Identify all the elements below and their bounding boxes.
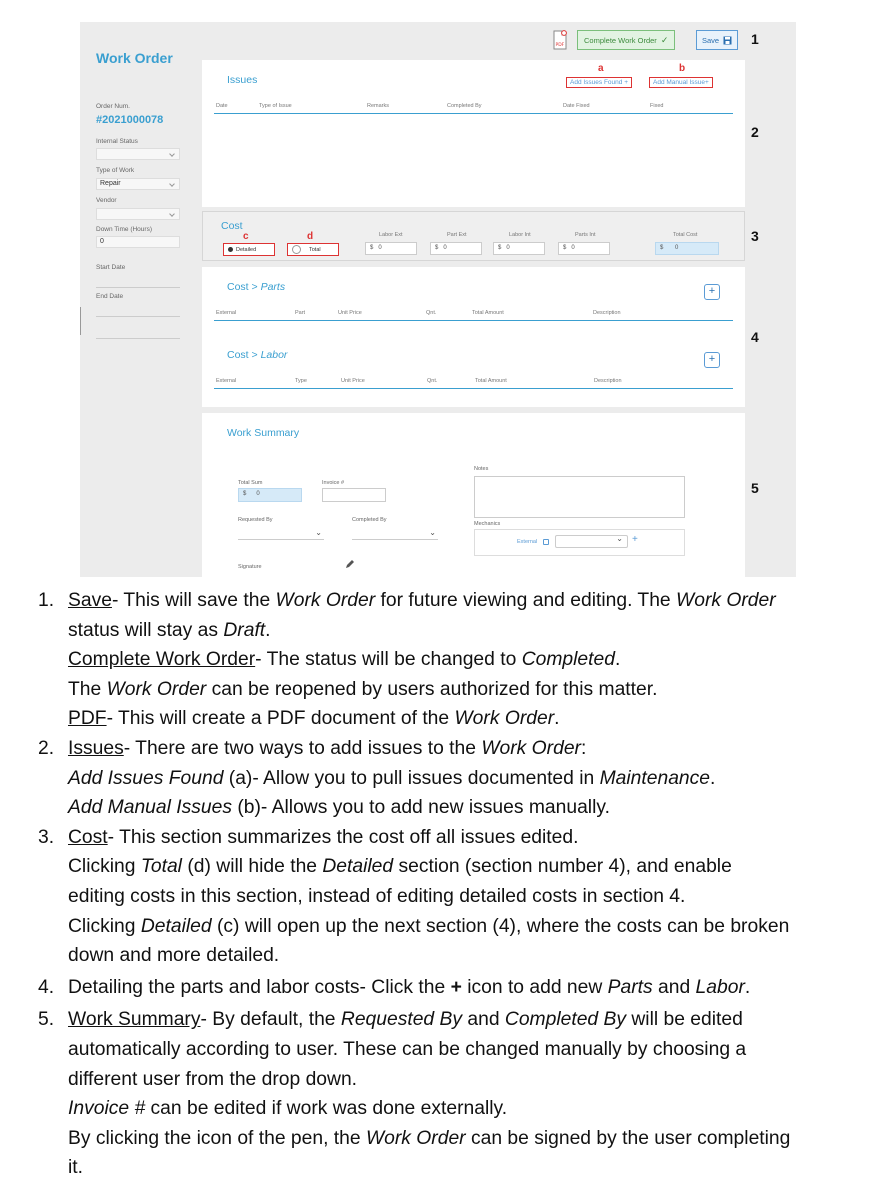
text-run: Add Manual Issues — [68, 797, 232, 819]
total-label: Total — [309, 246, 321, 253]
text-run: Work Order — [454, 708, 555, 730]
completed-by-label: Completed By — [352, 517, 387, 523]
completed-by-select[interactable] — [352, 530, 438, 540]
text-run: - The status will be changed to — [255, 649, 522, 671]
text-run: Requested By — [340, 1009, 463, 1031]
text-run: (b)- Allows you to add new issues manually. — [232, 797, 610, 819]
text-run: icon to add new — [461, 976, 608, 998]
text-run: . — [744, 976, 751, 998]
text-line — [68, 764, 878, 794]
save-button[interactable] — [696, 30, 738, 50]
list-item — [38, 1005, 878, 1183]
parts-col-header: Part — [295, 310, 306, 316]
issues-col-header: Date Fixed — [563, 103, 590, 109]
list-number: 2. — [38, 737, 55, 759]
total-cost-input[interactable] — [655, 242, 719, 255]
labor-ext-label: Labor Ext — [379, 232, 403, 238]
total-sum-label: Total Sum — [238, 480, 263, 486]
plus-icon: + — [705, 79, 709, 86]
detailed-radio[interactable] — [223, 243, 275, 256]
divider — [214, 320, 733, 321]
text-run: can be edited if work was done externally. — [145, 1098, 508, 1120]
text-line — [68, 1065, 878, 1095]
divider — [80, 307, 81, 335]
type-of-work-select[interactable]: Repair — [96, 178, 180, 190]
list-item — [38, 586, 878, 734]
text-run: + — [450, 976, 462, 998]
text-run: Work Order — [481, 737, 581, 759]
add-issues-found-label: Add Issues Found — [570, 79, 623, 86]
text-run: - By default, the — [200, 1009, 341, 1031]
text-run: and — [652, 976, 696, 998]
currency-symbol: $ — [660, 245, 664, 251]
labor-col-header: Qnt. — [427, 378, 438, 384]
text-run: automatically according to user. These can be changed manually by choosing a — [68, 1038, 747, 1060]
parts-int-value: 0 — [571, 245, 575, 251]
text-run: (c) will open up the next section (4), where the costs can be broken — [211, 915, 790, 937]
text-run: - There are two ways to add issues to the — [123, 737, 482, 759]
external-checkbox[interactable] — [543, 539, 549, 545]
part-ext-label: Part Ext — [447, 232, 467, 238]
total-sum-input — [238, 488, 302, 502]
requested-by-select[interactable] — [238, 530, 324, 540]
callout-number: 2 — [751, 124, 759, 140]
parts-col-header: External — [216, 310, 237, 316]
text-run: . — [710, 767, 716, 789]
parts-int-input[interactable] — [558, 242, 610, 255]
text-run: can be reopened by users authorized for this matter. — [206, 678, 658, 700]
text-line — [68, 734, 878, 764]
text-run: Parts — [607, 976, 653, 998]
text-run: Detailing the parts and labor costs- Click the — [68, 976, 451, 998]
labor-ext-input[interactable] — [365, 242, 417, 255]
list-number: 5. — [38, 1009, 55, 1031]
mechanic-select[interactable] — [555, 535, 628, 548]
parts-col-header: Unit Price — [338, 310, 362, 316]
text-run: . — [614, 649, 621, 671]
issues-col-header: Fixed — [650, 103, 664, 109]
text-run: editing costs in this section, instead of editing detailed costs in section 4. — [68, 885, 686, 907]
callout-number: 3 — [751, 228, 759, 244]
labor-int-value: 0 — [506, 245, 510, 251]
notes-textarea[interactable] — [474, 476, 685, 518]
vendor-select[interactable] — [96, 208, 180, 220]
text-run: Work Order — [676, 590, 776, 611]
complete-work-order-button[interactable] — [577, 30, 675, 50]
total-radio[interactable] — [287, 243, 339, 256]
invoice-label: Invoice # — [322, 480, 345, 486]
text-run: Cost — [68, 826, 108, 848]
labor-ext-value: 0 — [378, 245, 382, 251]
labor-col-header: External — [216, 378, 237, 384]
work-order-screenshot — [80, 22, 796, 577]
external-label: External — [517, 539, 538, 545]
mechanics-box — [474, 529, 685, 556]
end-date-input[interactable] — [96, 316, 180, 317]
total-cost-label: Total Cost — [673, 232, 698, 238]
chevron-down-icon: ⌄ — [315, 528, 322, 537]
add-manual-issue-button[interactable] — [649, 77, 713, 88]
text-line — [68, 852, 878, 882]
work-summary-section — [202, 413, 745, 577]
text-run: . — [554, 708, 560, 730]
text-run: Work Summary — [68, 1009, 201, 1031]
cost-detail-section — [202, 267, 745, 407]
currency-symbol: $ — [563, 245, 567, 251]
list-item — [38, 734, 878, 823]
parts-int-label: Parts Int — [575, 232, 596, 238]
list-number: 4. — [38, 976, 55, 998]
issues-col-header: Type of Issue — [259, 103, 292, 109]
text-line — [68, 645, 878, 675]
radio-selected-icon — [228, 247, 233, 252]
text-run: for future viewing and editing. The — [375, 590, 677, 611]
requested-by-label: Requested By — [238, 517, 273, 523]
type-of-work-label: Type of Work — [96, 167, 135, 174]
text-line — [68, 586, 878, 616]
text-run: . — [265, 619, 271, 641]
labor-col-header: Unit Price — [341, 378, 365, 384]
list-number: 3. — [38, 826, 55, 848]
labor-col-header: Type — [295, 378, 307, 384]
text-run: Completed By — [504, 1009, 627, 1031]
text-run: : — [580, 737, 587, 759]
text-run: Clicking — [68, 915, 141, 937]
numbered-list — [38, 586, 878, 1183]
instructions-list — [38, 586, 878, 1183]
down-time-label: Down Time (Hours) — [96, 226, 152, 233]
text-run: different user from the drop down. — [68, 1068, 358, 1090]
page-title: Work Order — [96, 50, 173, 66]
list-item — [38, 973, 878, 1003]
text-run: section (section number 4), and enable — [393, 856, 732, 878]
text-run: Work Order — [275, 590, 376, 611]
parts-col-header: Description — [593, 310, 621, 316]
text-run: Invoice # — [68, 1098, 146, 1120]
text-line — [68, 1153, 878, 1183]
currency-symbol: $ — [498, 245, 502, 251]
text-line — [68, 973, 878, 1003]
labor-col-header: Description — [594, 378, 622, 384]
vendor-label: Vendor — [96, 197, 117, 204]
text-run: PDF — [68, 708, 107, 730]
cost-section — [202, 211, 745, 261]
text-run: Completed — [521, 649, 615, 671]
work-summary-title: Work Summary — [227, 427, 300, 439]
labor-title: Cost > Labor — [227, 349, 288, 361]
text-line — [68, 823, 878, 853]
issues-col-header: Date — [216, 103, 228, 109]
part-ext-value: 0 — [443, 245, 447, 251]
internal-status-label: Internal Status — [96, 138, 138, 145]
pen-icon[interactable] — [345, 559, 355, 569]
text-line — [68, 1005, 878, 1035]
add-labor-button[interactable] — [704, 352, 720, 368]
text-run: Issues — [68, 737, 124, 759]
text-run: (a)- Allow you to pull issues documented in — [223, 767, 600, 789]
total-cost-value: 0 — [675, 245, 679, 251]
callout-number: 1 — [751, 31, 759, 47]
text-run: - This section summarizes the cost off all issues edited. — [107, 826, 579, 848]
check-icon: ✓ — [660, 34, 669, 45]
labor-int-input[interactable] — [493, 242, 545, 255]
svg-text:PDF: PDF — [555, 43, 565, 48]
text-run: The — [68, 678, 107, 700]
text-run: Draft — [223, 619, 266, 641]
radio-empty-icon — [292, 245, 301, 254]
text-line — [68, 616, 878, 646]
text-run: Detailed — [140, 915, 212, 937]
text-run: Save — [68, 590, 112, 611]
currency-symbol: $ — [435, 245, 439, 251]
text-line — [68, 793, 878, 823]
list-item — [38, 823, 878, 971]
order-num-label: Order Num. — [96, 103, 130, 110]
list-number: 1. — [38, 590, 55, 611]
text-line — [68, 882, 878, 912]
marker-a: a — [598, 63, 604, 74]
labor-int-label: Labor Int — [509, 232, 531, 238]
callout-number: 4 — [751, 329, 759, 345]
text-run: (d) will hide the — [181, 856, 323, 878]
text-run: Maintenance — [599, 767, 711, 789]
plus-icon: + — [708, 353, 716, 365]
order-num-value: #2021000078 — [96, 114, 164, 126]
add-mechanic-icon[interactable]: + — [632, 534, 638, 545]
text-run: By clicking the icon of the pen, the — [68, 1127, 366, 1149]
start-date-label: Start Date — [96, 264, 126, 271]
text-run: and — [462, 1009, 505, 1031]
parts-title: Cost > Parts — [227, 281, 286, 293]
marker-c: c — [243, 231, 249, 242]
text-run: status will stay as — [68, 619, 224, 641]
issues-section — [202, 60, 745, 207]
divider — [96, 338, 180, 339]
add-issues-found-button[interactable] — [566, 77, 632, 88]
currency-symbol: $ — [370, 245, 374, 251]
plus-icon: + — [622, 79, 629, 86]
issues-title: Issues — [227, 74, 258, 86]
currency-symbol: $ — [243, 491, 247, 497]
plus-icon: + — [708, 285, 716, 297]
cost-title: Cost — [221, 220, 243, 232]
text-line — [68, 912, 878, 942]
divider — [214, 388, 733, 389]
text-line — [68, 675, 878, 705]
text-run: - This will create a PDF document of the — [106, 708, 455, 730]
text-run: Work Order — [365, 1127, 466, 1149]
mechanics-label: Mechanics — [474, 521, 501, 527]
text-run: Add Issues Found — [68, 767, 224, 789]
save-label: Save — [702, 35, 720, 45]
invoice-input[interactable] — [322, 488, 386, 502]
down-time-input[interactable]: 0 — [96, 236, 180, 248]
part-ext-input[interactable] — [430, 242, 482, 255]
text-run: Complete Work Order — [68, 649, 256, 671]
text-line — [68, 1035, 878, 1065]
text-run: - This will save the — [111, 590, 276, 611]
chevron-down-icon: ⌄ — [616, 534, 623, 543]
detailed-label: Detailed — [236, 246, 257, 253]
total-sum-value: 0 — [256, 491, 260, 497]
text-run: it. — [68, 1157, 83, 1179]
signature-label: Signature — [238, 564, 262, 570]
parts-col-header: Total Amount — [472, 310, 504, 316]
issues-col-header: Remarks — [367, 103, 390, 109]
notes-label: Notes — [474, 466, 489, 472]
text-line — [68, 941, 878, 971]
complete-work-order-label: Complete Work Order — [584, 35, 657, 45]
add-part-button[interactable] — [704, 284, 720, 300]
internal-status-select[interactable] — [96, 148, 180, 160]
floppy-disk-icon — [723, 36, 732, 45]
text-run: will be edited — [626, 1009, 743, 1031]
text-run: Labor — [695, 976, 745, 998]
text-run: can be signed by the user completing — [465, 1127, 791, 1149]
text-run: Total — [140, 856, 182, 878]
marker-d: d — [307, 231, 314, 242]
text-run: Detailed — [322, 856, 394, 878]
chevron-down-icon: ⌄ — [429, 528, 436, 537]
text-run: Clicking — [68, 856, 141, 878]
start-date-input[interactable] — [96, 287, 180, 288]
text-line — [68, 1094, 878, 1124]
parts-col-header: Qnt. — [426, 310, 437, 316]
issues-col-header: Completed By — [447, 103, 482, 109]
text-line — [68, 704, 878, 734]
callout-number: 5 — [751, 480, 759, 496]
labor-col-header: Total Amount — [475, 378, 507, 384]
text-run: Work Order — [106, 678, 207, 700]
text-line — [68, 1124, 878, 1154]
pdf-icon[interactable] — [552, 30, 568, 50]
add-manual-issue-label: Add Manual Issue — [653, 79, 706, 86]
text-run: down and more detailed. — [68, 945, 280, 967]
marker-b: b — [679, 63, 686, 74]
end-date-label: End Date — [96, 293, 124, 300]
divider — [214, 113, 733, 114]
